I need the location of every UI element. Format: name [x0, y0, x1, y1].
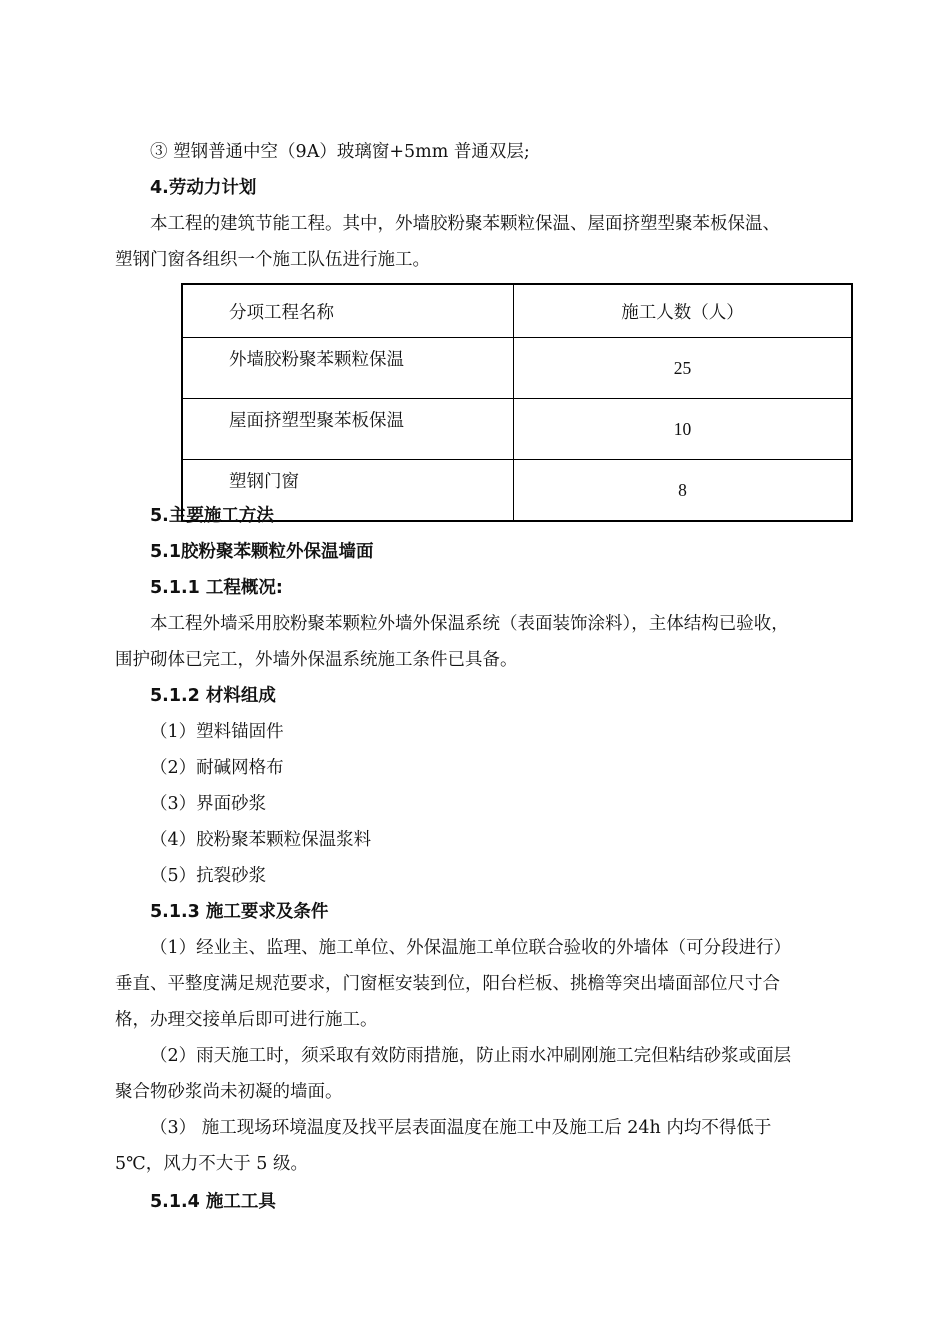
section-heading: 4.劳动力计划 [150, 178, 257, 198]
table-row [182, 460, 852, 522]
text-line: 垂直、平整度满足规范要求，门窗框安装到位，阳台栏板、挑檐等突出墙面部位尺寸合 [115, 974, 780, 994]
table-cell: 塑钢门窗 [182, 460, 514, 522]
text-line: （2）雨天施工时，须采取有效防雨措施，防止雨水冲刷刚施工完但粘结砂浆或面层 [150, 1046, 792, 1066]
text-line: ③ 塑钢普通中空（9A）玻璃窗+5mm 普通双层; [150, 142, 530, 162]
text-line: 本工程外墙采用胶粉聚苯颗粒外墙外保温系统（表面装饰涂料），主体结构已验收， [150, 614, 789, 634]
table-cell: 外墙胶粉聚苯颗粒保温 [182, 338, 514, 399]
text-line: 格，办理交接单后即可进行施工。 [115, 1010, 378, 1030]
list-item: （2）耐碱网格布 [150, 758, 284, 778]
table-row [182, 399, 852, 460]
text-line: （3） 施工现场环境温度及找平层表面温度在施工中及施工后 24h 内均不得低于 [150, 1118, 772, 1138]
table-cell: 屋面挤塑型聚苯板保温 [182, 399, 514, 460]
list-item: （5）抗裂砂浆 [150, 866, 267, 886]
section-heading: 5.1.3 施工要求及条件 [150, 902, 329, 922]
section-heading: 5.1胶粉聚苯颗粒外保温墙面 [150, 542, 374, 562]
table-cell: 8 [514, 460, 853, 522]
table-header-cell: 分项工程名称 [182, 284, 514, 338]
text-line: 本工程的建筑节能工程。其中，外墙胶粉聚苯颗粒保温、屋面挤塑型聚苯板保温、 [150, 214, 780, 234]
text-line: 5℃，风力不大于 5 级。 [115, 1154, 308, 1174]
section-heading: 5.1.1 工程概况: [150, 578, 283, 598]
table-cell: 25 [514, 338, 853, 399]
table-cell: 10 [514, 399, 853, 460]
list-item: （4）胶粉聚苯颗粒保温浆料 [150, 830, 372, 850]
labor-table [181, 283, 853, 522]
section-heading: 5.1.2 材料组成 [150, 686, 276, 706]
table-row [182, 338, 852, 399]
section-heading: 5.主要施工方法 [150, 506, 274, 526]
list-item: （3）界面砂浆 [150, 794, 267, 814]
text-line: 围护砌体已完工，外墙外保温系统施工条件已具备。 [115, 650, 518, 670]
section-heading: 5.1.4 施工工具 [150, 1192, 276, 1212]
text-line: 聚合物砂浆尚未初凝的墙面。 [115, 1082, 343, 1102]
text-line: 塑钢门窗各组织一个施工队伍进行施工。 [115, 250, 430, 270]
text-line: （1）经业主、监理、施工单位、外保温施工单位联合验收的外墙体（可分段进行） [150, 938, 792, 958]
list-item: （1）塑料锚固件 [150, 722, 284, 742]
table-header-row [182, 284, 852, 338]
table-header-cell: 施工人数（人） [514, 284, 853, 338]
